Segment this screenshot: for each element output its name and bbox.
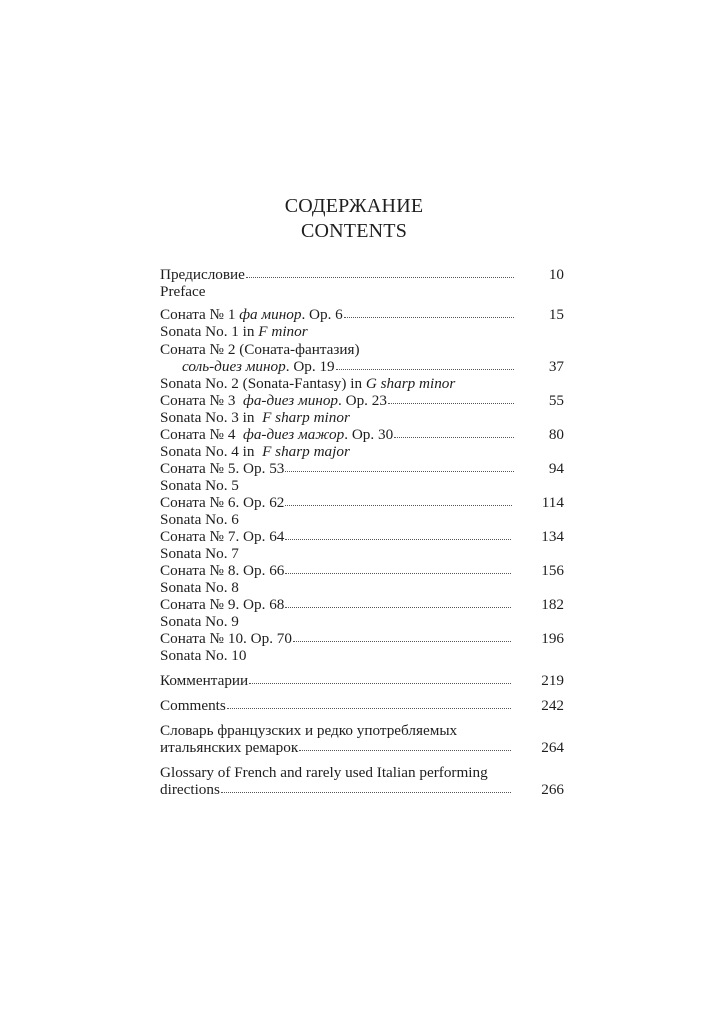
dot-leader: [336, 359, 514, 371]
page-number: 80: [548, 426, 564, 443]
page-number: 15: [548, 306, 564, 323]
dot-leader: [285, 529, 511, 541]
entry-title-en: Sonata No. 3 in F sharp minor: [160, 409, 350, 426]
toc-entry-glossary-ru[interactable]: [160, 722, 564, 756]
dot-leader: [394, 427, 514, 439]
dot-leader: [293, 631, 511, 643]
page-number: 134: [541, 528, 564, 545]
entry-title-ru: Соната № 4 фа-диез мажор. Op. 30: [160, 426, 394, 443]
entry-title-ru: Соната № 5. Op. 53: [160, 460, 285, 477]
page-number: 156: [541, 562, 564, 579]
dot-leader: [285, 461, 514, 473]
entry-title-ru: Соната № 10. Op. 70: [160, 630, 292, 647]
entry-title-en: Sonata No. 1 in F minor: [160, 323, 308, 340]
toc-entry-sonata-3[interactable]: [160, 392, 564, 426]
entry-title-en: Sonata No. 8: [160, 579, 239, 596]
toc-entry-sonata-10[interactable]: [160, 630, 564, 664]
dot-leader: [285, 597, 511, 609]
entry-title-en: Sonata No. 10: [160, 647, 247, 664]
toc-entry-sonata-1[interactable]: [160, 306, 564, 340]
entry-title: Комментарии: [160, 672, 249, 689]
dot-leader: [285, 563, 511, 575]
page-number: 114: [541, 494, 564, 511]
toc-entry-sonata-7[interactable]: [160, 528, 564, 562]
title-russian: СОДЕРЖАНИЕ: [284, 195, 424, 217]
dot-leader: [227, 698, 511, 710]
entry-title-ru: Соната № 6. Op. 62: [160, 494, 285, 511]
dot-leader: [285, 495, 511, 507]
page-number: 55: [548, 392, 564, 409]
dot-leader: [299, 740, 511, 752]
page-number: 242: [541, 697, 564, 714]
dot-leader: [249, 673, 511, 685]
page-number: 10: [548, 266, 564, 283]
entry-title-line2: итальянских ремарок: [160, 739, 299, 756]
entry-title-ru: Соната № 1 фа минор. Op. 6: [160, 306, 343, 323]
page-number: 37: [548, 358, 564, 375]
toc-entry-comments-en[interactable]: [160, 697, 564, 714]
entry-title-en: Sonata No. 4 in F sharp major: [160, 443, 350, 460]
toc-entry-comments-ru[interactable]: [160, 672, 564, 689]
entry-title-ru: Соната № 7. Op. 64: [160, 528, 285, 545]
toc-entry-sonata-5[interactable]: [160, 460, 564, 494]
entry-title: Comments: [160, 697, 226, 714]
page-number: 266: [541, 781, 564, 798]
entry-title-ru-line1: Соната № 2 (Соната-фантазия): [160, 341, 360, 358]
dot-leader: [388, 393, 514, 405]
toc-entry-glossary-en[interactable]: [160, 764, 564, 798]
entry-title-en: Sonata No. 9: [160, 613, 239, 630]
entry-title-ru: Соната № 3 фа-диез минор. Op. 23: [160, 392, 387, 409]
page-number: 196: [541, 630, 564, 647]
entry-title-en: Sonata No. 5: [160, 477, 239, 494]
toc-entry-sonata-8[interactable]: [160, 562, 564, 596]
entry-title-en: Sonata No. 6: [160, 511, 239, 528]
entry-title-ru-line2: соль-диез минор. Op. 19: [182, 358, 335, 375]
entry-title-en: Sonata No. 7: [160, 545, 239, 562]
entry-title-en: Preface: [160, 283, 206, 300]
dot-leader: [221, 782, 511, 794]
entry-title-line2: directions: [160, 781, 220, 798]
dot-leader: [246, 267, 514, 279]
entry-title-ru: Соната № 9. Op. 68: [160, 596, 285, 613]
entry-title-line1: Glossary of French and rarely used Italian performing: [160, 764, 488, 781]
toc-entry-preface[interactable]: [160, 266, 564, 300]
title-english: CONTENTS: [300, 220, 408, 242]
entry-title-en: Sonata No. 2 (Sonata-Fantasy) in G sharp minor: [160, 375, 456, 392]
page-number: 264: [541, 739, 564, 756]
toc-entry-sonata-6[interactable]: [160, 494, 564, 528]
entry-title-line1: Словарь французских и редко употребляемых: [160, 722, 458, 739]
contents-heading: [0, 194, 708, 244]
entry-title-ru: Предисловие: [160, 266, 245, 283]
dot-leader: [344, 307, 514, 319]
page-number: 94: [548, 460, 564, 477]
page-number: 182: [541, 596, 564, 613]
table-of-contents: [160, 266, 564, 798]
toc-entry-sonata-2[interactable]: [160, 341, 564, 392]
page-number: 219: [541, 672, 564, 689]
entry-title-ru: Соната № 8. Op. 66: [160, 562, 285, 579]
toc-entry-sonata-9[interactable]: [160, 596, 564, 630]
toc-entry-sonata-4[interactable]: [160, 426, 564, 460]
